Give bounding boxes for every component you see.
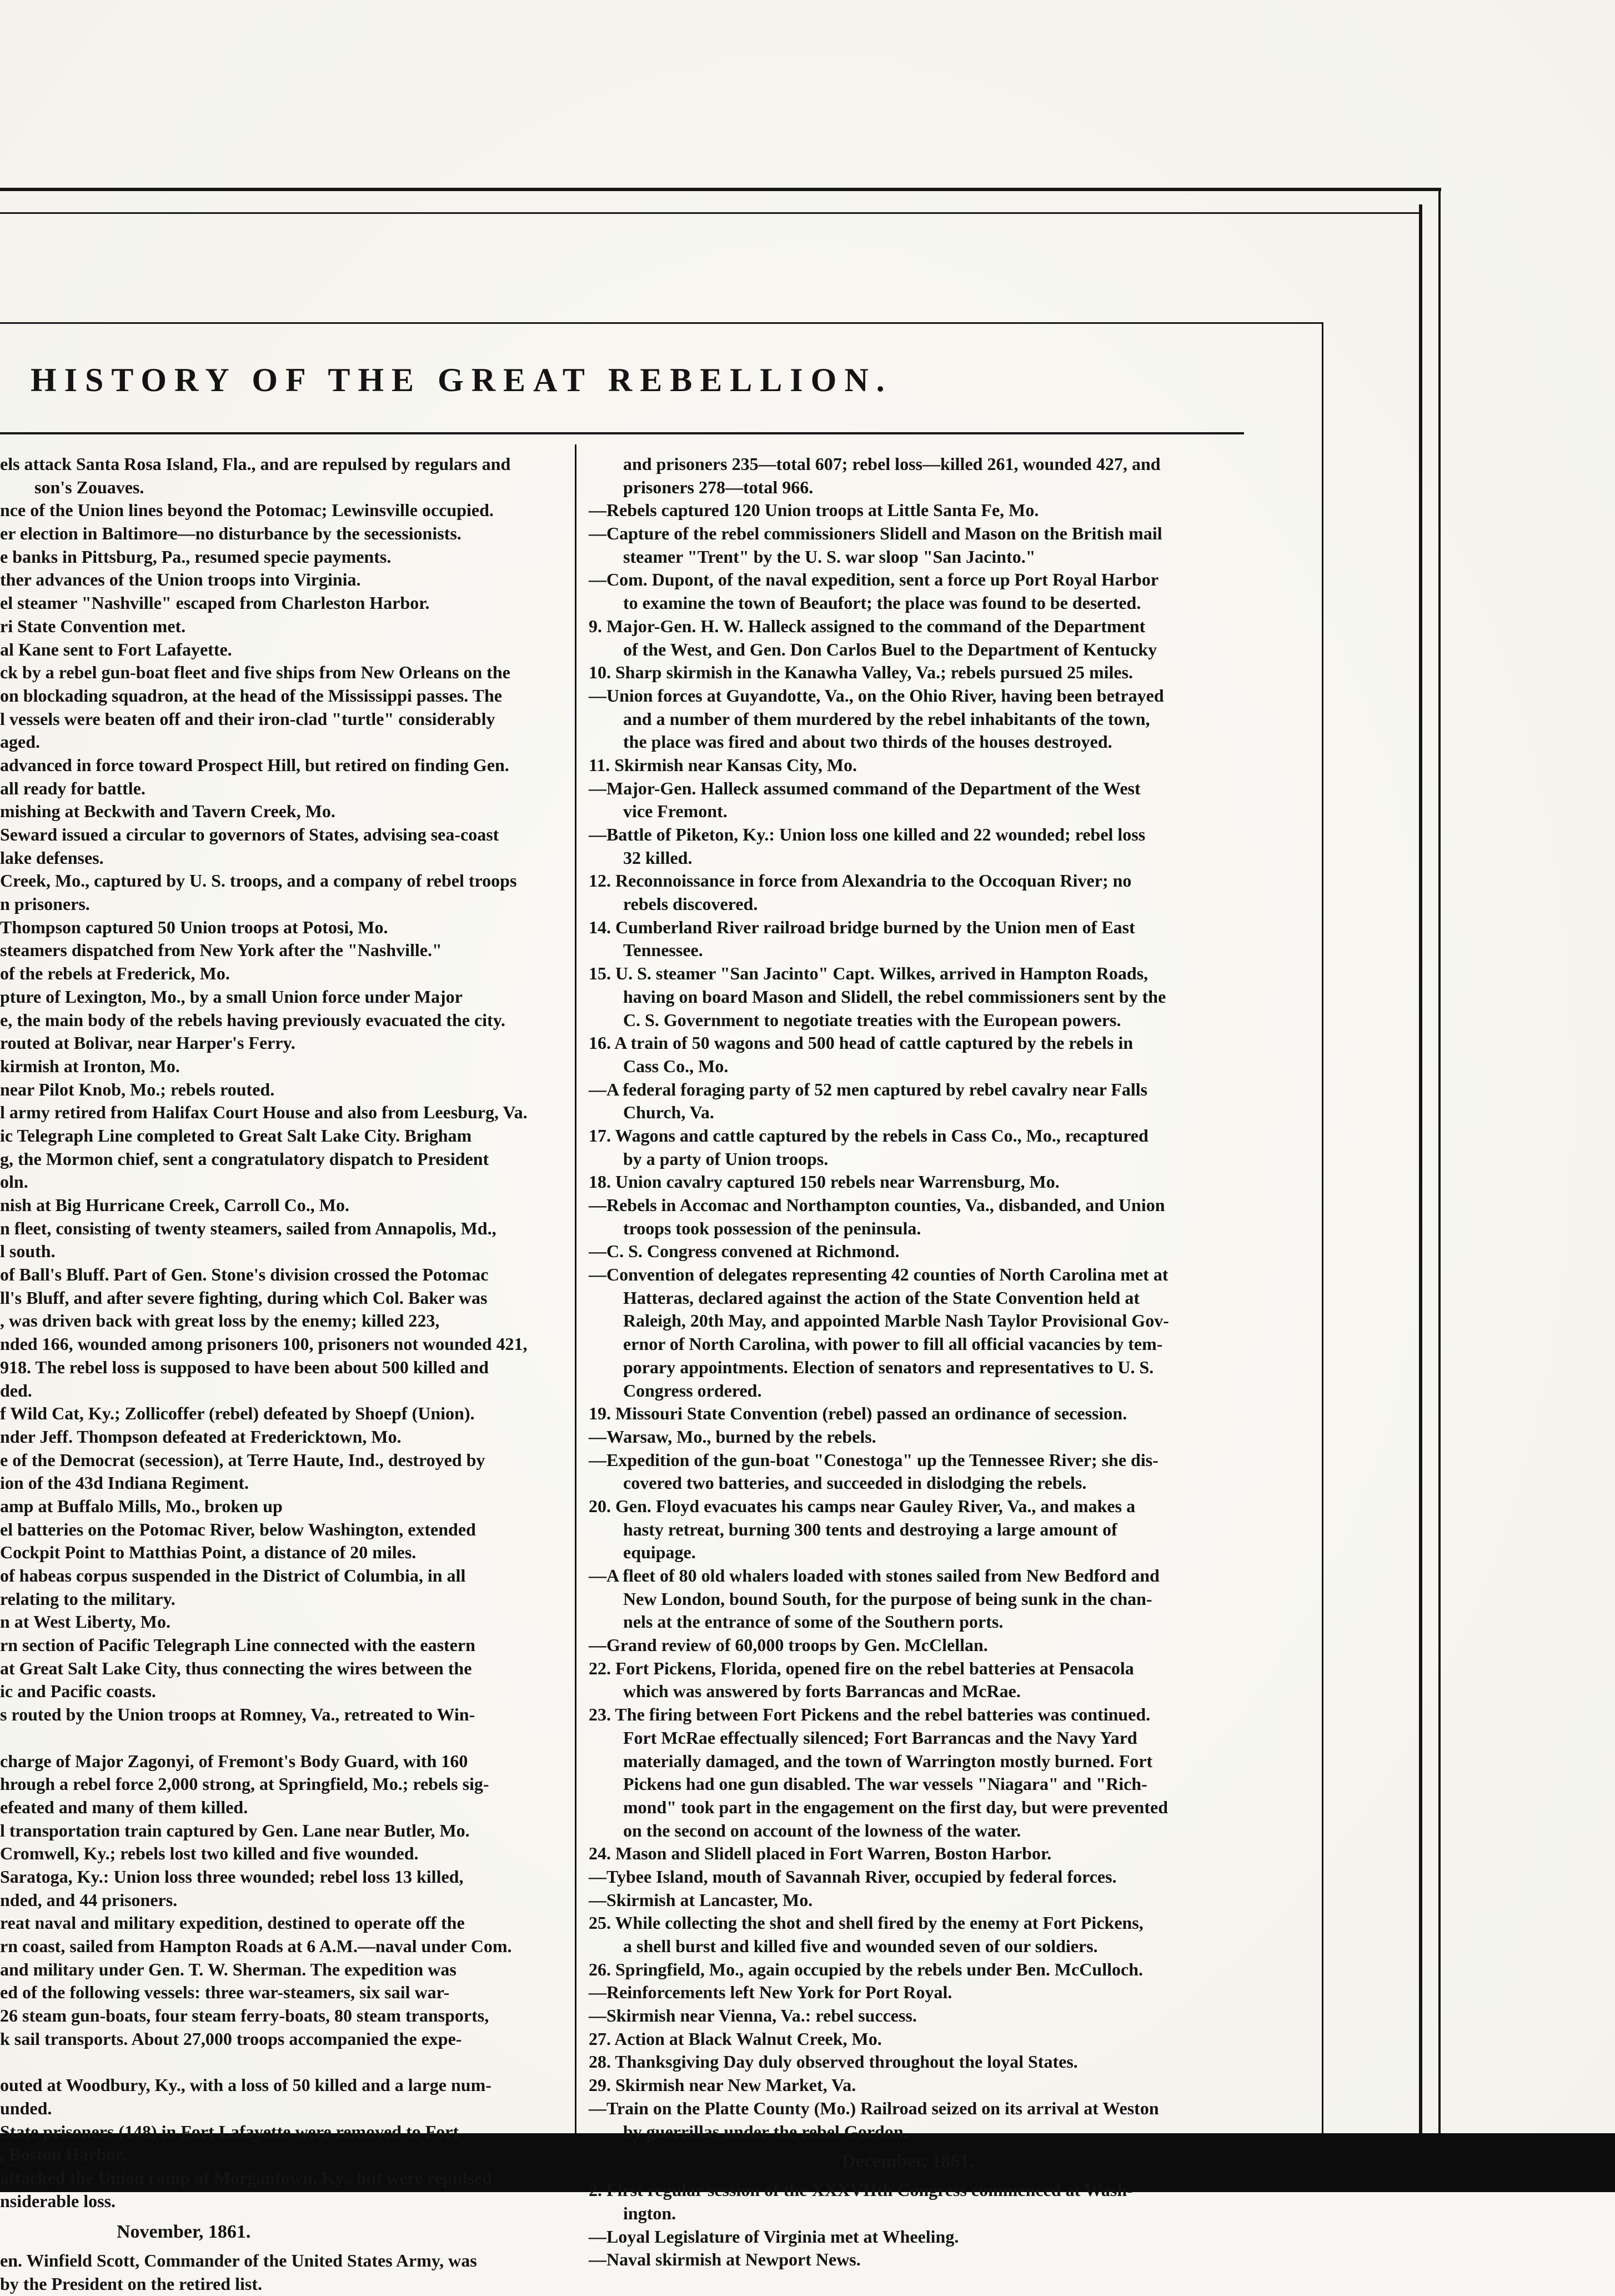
- inner-top-rule: [0, 212, 1419, 214]
- month-heading: November, 1861.: [117, 2222, 251, 2243]
- chronology-line: e, the main body of the rebels having previously evacuated the city.: [0, 1009, 505, 1030]
- chronology-line: ed of the following vessels: three war-steamers, six sail war-: [0, 1982, 450, 2003]
- chronology-line: l army retired from Halifax Court House and also from Leesburg, Va.: [0, 1102, 528, 1123]
- chronology-line: nish at Big Hurricane Creek, Carroll Co., Mo.: [0, 1195, 349, 1215]
- chronology-line: er election in Baltimore—no disturbance by the secessionists.: [0, 523, 462, 544]
- chronology-line: n at West Liberty, Mo.: [0, 1612, 170, 1632]
- chronology-line: and a number of them murdered by the rebel inhabitants of the town,: [623, 708, 1150, 729]
- chronology-line: Seward issued a circular to governors of States, advising sea-coast: [0, 824, 499, 844]
- chronology-line: Thompson captured 50 Union troops at Potosi, Mo.: [0, 917, 388, 937]
- chronology-line: —Com. Dupont, of the naval expedition, sent a force up Port Royal Harbor: [589, 569, 1159, 590]
- chronology-line: on blockading squadron, at the head of the Mississippi passes. The: [0, 685, 502, 706]
- chronology-line: 16. A train of 50 wagons and 500 head of cattle captured by the rebels in: [589, 1033, 1133, 1053]
- chronology-line: 23. The firing between Fort Pickens and the rebel batteries was continued.: [589, 1704, 1151, 1725]
- chronology-line: attacked the Union camp at Morgantown, Ky., but were repulsed: [0, 2167, 492, 2188]
- chronology-line: kirmish at Ironton, Mo.: [0, 1056, 180, 1076]
- chronology-line: vice Fremont.: [623, 801, 728, 822]
- chronology-line: C. S. Government to negotiate treaties with the European powers.: [623, 1009, 1121, 1030]
- chronology-line: els attack Santa Rosa Island, Fla., and are repulsed by regulars and: [0, 454, 511, 474]
- chronology-line: prisoners 278—total 966.: [623, 477, 814, 497]
- chronology-line: ion of the 43d Indiana Regiment.: [0, 1473, 249, 1493]
- chronology-line: ri State Convention met.: [0, 616, 186, 636]
- chronology-line: 26 steam gun-boats, four steam ferry-boats, 80 steam transports,: [0, 2005, 489, 2026]
- chronology-line: rn coast, sailed from Hampton Roads at 6 A.M.—naval under Com.: [0, 1936, 512, 1956]
- chronology-line: Cass Co., Mo.: [623, 1056, 729, 1076]
- chronology-line: ll's Bluff, and after severe fighting, during which Col. Baker was: [0, 1287, 488, 1308]
- chronology-line: State prisoners (148) in Fort Lafayette were removed to Fort: [0, 2121, 459, 2142]
- chronology-line: equipage.: [623, 1542, 696, 1563]
- chronology-line: —Loyal Legislature of Virginia met at Wheeling.: [589, 2226, 959, 2247]
- chronology-line: [0, 2050, 561, 2074]
- chronology-line: nsiderable loss.: [0, 2190, 116, 2211]
- chronology-line: advanced in force toward Prospect Hill, but retired on finding Gen.: [0, 754, 509, 775]
- column-divider-rule: [575, 444, 576, 2136]
- chronology-line: outed at Woodbury, Ky., with a loss of 50 killed and a large num-: [0, 2075, 491, 2095]
- chronology-line: of the rebels at Frederick, Mo.: [0, 963, 230, 984]
- chronology-line: son's Zouaves.: [34, 477, 144, 497]
- chronology-line: nels at the entrance of some of the Southern ports.: [623, 1612, 1004, 1632]
- chronology-line: a shell burst and killed five and wounded seven of our soldiers.: [623, 1936, 1098, 1956]
- chronology-line: hasty retreat, burning 300 tents and destroying a large amount of: [623, 1519, 1117, 1539]
- chronology-line: steamers dispatched from New York after the "Nashville.": [0, 940, 442, 961]
- chronology-line: on the second on account of the lowness of the water.: [623, 1820, 1021, 1840]
- chronology-line: Hatteras, declared against the action of the State Convention held at: [623, 1287, 1140, 1308]
- chronology-line: 24. Mason and Slidell placed in Fort Warren, Boston Harbor.: [589, 1843, 1052, 1864]
- left-column: [0, 453, 561, 2296]
- chronology-line: 18. Union cavalry captured 150 rebels near Warrensburg, Mo.: [589, 1172, 1060, 1192]
- chronology-line: Congress ordered.: [623, 1380, 762, 1400]
- chronology-line: —Grand review of 60,000 troops by Gen. McClellan.: [589, 1635, 988, 1655]
- month-heading: December, 1861.: [842, 2151, 974, 2172]
- chronology-line: of the West, and Gen. Don Carlos Buel to the Department of Kentucky: [623, 639, 1157, 659]
- chronology-line: ic Telegraph Line completed to Great Salt Lake City. Brigham: [0, 1125, 472, 1146]
- chronology-line: l south.: [0, 1241, 56, 1262]
- chronology-line: unded.: [0, 2098, 52, 2118]
- chronology-line: , Boston Harbor.: [0, 2144, 126, 2165]
- right-column: [589, 453, 1227, 2272]
- chronology-line: 17. Wagons and cattle captured by the rebels in Cass Co., Mo., recaptured: [589, 1125, 1148, 1146]
- chronology-line: which was answered by forts Barrancas and McRae.: [623, 1681, 1021, 1702]
- chronology-line: n prisoners.: [0, 894, 90, 914]
- chronology-line: Fort McRae effectually silenced; Fort Barrancas and the Navy Yard: [623, 1727, 1137, 1748]
- chronology-line: porary appointments. Election of senators and representatives to U. S.: [623, 1357, 1154, 1377]
- chronology-line: e of the Democrat (secession), at Terre Haute, Ind., destroyed by: [0, 1449, 485, 1470]
- chronology-line: and military under Gen. T. W. Sherman. The expedition was: [0, 1959, 457, 1979]
- chronology-line: l transportation train captured by Gen. Lane near Butler, Mo.: [0, 1820, 470, 1840]
- chronology-line: at Great Salt Lake City, thus connecting the wires between the: [0, 1658, 472, 1678]
- chronology-line: —Major-Gen. Halleck assumed command of the Department of the West: [589, 778, 1141, 798]
- chronology-line: ther advances of the Union troops into Virginia.: [0, 569, 361, 590]
- chronology-line: of Ball's Bluff. Part of Gen. Stone's division crossed the Potomac: [0, 1264, 489, 1285]
- chronology-line: l vessels were beaten off and their iron-clad "turtle" considerably: [0, 708, 495, 729]
- chronology-line: Saratoga, Ky.: Union loss three wounded; rebel loss 13 killed,: [0, 1866, 464, 1887]
- chronology-line: —Train on the Platte County (Mo.) Railroad seized on its arrival at Weston: [589, 2098, 1159, 2118]
- chronology-line: —C. S. Congress convened at Richmond.: [589, 1241, 900, 1262]
- chronology-line: the place was fired and about two thirds of the houses destroyed.: [623, 732, 1112, 752]
- chronology-line: ic and Pacific coasts.: [0, 1681, 156, 1702]
- chronology-line: amp at Buffalo Mills, Mo., broken up: [0, 1495, 283, 1516]
- chronology-line: Church, Va.: [623, 1102, 714, 1123]
- chronology-line: —Expedition of the gun-boat "Conestoga" up the Tennessee River; she dis-: [589, 1449, 1158, 1470]
- chronology-line: by guerrillas under the rebel Gordon.: [623, 2121, 908, 2142]
- chronology-line: 25. While collecting the shot and shell fired by the enemy at Fort Pickens,: [589, 1913, 1143, 1933]
- chronology-line: Pickens had one gun disabled. The war vessels "Niagara" and "Rich-: [623, 1774, 1147, 1794]
- column-box-right-rule: [1322, 322, 1323, 2139]
- chronology-line: al Kane sent to Fort Lafayette.: [0, 639, 232, 659]
- column-box-top-rule: [0, 322, 1323, 324]
- chronology-line: —Convention of delegates representing 42 counties of North Carolina met at: [589, 1264, 1168, 1285]
- chronology-line: having on board Mason and Slidell, the rebel commissioners sent by the: [623, 986, 1166, 1007]
- chronology-line: —Battle of Piketon, Ky.: Union loss one killed and 22 wounded; rebel loss: [589, 824, 1146, 844]
- chronology-line: , was driven back with great loss by the enemy; killed 223,: [0, 1310, 440, 1331]
- chronology-line: Cockpit Point to Matthias Point, a distance of 20 miles.: [0, 1542, 417, 1563]
- chronology-line: aged.: [0, 732, 40, 752]
- chronology-line: —Tybee Island, mouth of Savannah River, occupied by federal forces.: [589, 1866, 1117, 1887]
- chronology-line: hrough a rebel force 2,000 strong, at Springfield, Mo.; rebels sig-: [0, 1774, 489, 1794]
- chronology-line: e banks in Pittsburg, Pa., resumed specie payments.: [0, 546, 392, 567]
- chronology-line: nce of the Union lines beyond the Potomac; Lewinsville occupied.: [0, 500, 494, 521]
- chronology-line: n fleet, consisting of twenty steamers, sailed from Annapolis, Md.,: [0, 1218, 496, 1238]
- chronology-line: lake defenses.: [0, 847, 104, 868]
- title-underline-rule: [0, 432, 1244, 434]
- page-title: HISTORY OF THE GREAT REBELLION.: [31, 362, 892, 398]
- chronology-line: New London, bound South, for the purpose of being sunk in the chan-: [623, 1588, 1152, 1609]
- chronology-line: of habeas corpus suspended in the District of Columbia, in all: [0, 1565, 466, 1585]
- chronology-line: 28. Thanksgiving Day duly observed throughout the loyal States.: [589, 2052, 1078, 2072]
- chronology-line: f Wild Cat, Ky.; Zollicoffer (rebel) defeated by Shoepf (Union).: [0, 1403, 475, 1424]
- chronology-line: charge of Major Zagonyi, of Fremont's Body Guard, with 160: [0, 1750, 468, 1771]
- chronology-line: 12. Reconnoissance in force from Alexandria to the Occoquan River; no: [589, 871, 1132, 891]
- chronology-line: 9. Major-Gen. H. W. Halleck assigned to the command of the Department: [589, 616, 1146, 636]
- chronology-line: all ready for battle.: [0, 778, 146, 798]
- chronology-line: mond" took part in the engagement on the first day, but were prevented: [623, 1797, 1168, 1817]
- chronology-line: Tennessee.: [623, 940, 703, 961]
- chronology-line: —Skirmish at Lancaster, Mo.: [589, 1889, 813, 1910]
- chronology-line: 19. Missouri State Convention (rebel) passed an ordinance of secession.: [589, 1403, 1127, 1424]
- outer-right-rule: [1438, 188, 1441, 2138]
- chronology-line: covered two batteries, and succeeded in dislodging the rebels.: [623, 1473, 1087, 1493]
- chronology-line: —Union forces at Guyandotte, Va., on the Ohio River, having been betrayed: [589, 685, 1164, 706]
- chronology-line: routed at Bolivar, near Harper's Ferry.: [0, 1033, 295, 1053]
- chronology-line: —Skirmish near Vienna, Va.: rebel success.: [589, 2005, 917, 2026]
- chronology-line: ington.: [623, 2203, 676, 2223]
- right-border-rule: [1419, 204, 1422, 2138]
- chronology-line: s routed by the Union troops at Romney, Va., retreated to Win-: [0, 1704, 475, 1725]
- chronology-line: g, the Mormon chief, sent a congratulatory dispatch to President: [0, 1148, 489, 1169]
- chronology-line: Creek, Mo., captured by U. S. troops, and a company of rebel troops: [0, 871, 517, 891]
- chronology-line: and prisoners 235—total 607; rebel loss—killed 261, wounded 427, and: [623, 454, 1161, 474]
- chronology-line: el steamer "Nashville" escaped from Charleston Harbor.: [0, 593, 430, 613]
- chronology-line: Raleigh, 20th May, and appointed Marble Nash Taylor Provisional Gov-: [623, 1310, 1169, 1331]
- chronology-line: reat naval and military expedition, destined to operate off the: [0, 1913, 465, 1933]
- chronology-line: pture of Lexington, Mo., by a small Union force under Major: [0, 986, 463, 1007]
- top-border-rule: [0, 188, 1441, 191]
- chronology-line: 27. Action at Black Walnut Creek, Mo.: [589, 2028, 882, 2049]
- chronology-line: efeated and many of them killed.: [0, 1797, 248, 1817]
- chronology-line: 26. Springfield, Mo., again occupied by the rebels under Ben. McCulloch.: [589, 1959, 1143, 1979]
- chronology-line: 2. First regular session of the XXXVIIth Congress commenced at Wash-: [589, 2180, 1133, 2200]
- chronology-line: —Warsaw, Mo., burned by the rebels.: [589, 1426, 876, 1447]
- chronology-line: el batteries on the Potomac River, below Washington, extended: [0, 1519, 476, 1539]
- chronology-line: 14. Cumberland River railroad bridge burned by the Union men of East: [589, 917, 1135, 937]
- chronology-line: steamer "Trent" by the U. S. war sloop "San Jacinto.": [623, 546, 1036, 567]
- chronology-line: 10. Sharp skirmish in the Kanawha Valley, Va.; rebels pursued 25 miles.: [589, 662, 1133, 683]
- chronology-line: —Rebels captured 120 Union troops at Little Santa Fe, Mo.: [589, 500, 1039, 521]
- chronology-line: 29. Skirmish near New Market, Va.: [589, 2075, 856, 2095]
- chronology-line: by the President on the retired list.: [0, 2273, 262, 2294]
- chronology-line: 11. Skirmish near Kansas City, Mo.: [589, 754, 857, 775]
- chronology-line: rebels discovered.: [623, 894, 758, 914]
- chronology-line: ernor of North Carolina, with power to fill all official vacancies by tem-: [623, 1334, 1163, 1354]
- chronology-line: —Capture of the rebel commissioners Slidell and Mason on the British mail: [589, 523, 1162, 544]
- chronology-line: en. Winfield Scott, Commander of the United States Army, was: [0, 2250, 477, 2271]
- chronology-line: nder Jeff. Thompson defeated at Fredericktown, Mo.: [0, 1426, 402, 1447]
- chronology-line: mishing at Beckwith and Tavern Creek, Mo.: [0, 801, 335, 822]
- chronology-line: 918. The rebel loss is supposed to have been about 500 killed and: [0, 1357, 489, 1377]
- chronology-line: 32 killed.: [623, 847, 693, 868]
- chronology-line: 20. Gen. Floyd evacuates his camps near Gauley River, Va., and makes a: [589, 1495, 1136, 1516]
- chronology-line: by a party of Union troops.: [623, 1148, 829, 1169]
- chronology-line: k sail transports. About 27,000 troops accompanied the expe-: [0, 2028, 462, 2049]
- chronology-line: troops took possession of the peninsula.: [623, 1218, 921, 1238]
- chronology-line: 22. Fort Pickens, Florida, opened fire on the rebel batteries at Pensacola: [589, 1658, 1134, 1678]
- chronology-line: rn section of Pacific Telegraph Line connected with the eastern: [0, 1635, 475, 1655]
- chronology-line: —Reinforcements left New York for Port Royal.: [589, 1982, 952, 2003]
- chronology-line: ded.: [0, 1380, 32, 1400]
- chronology-line: —A federal foraging party of 52 men captured by rebel cavalry near Falls: [589, 1079, 1148, 1099]
- chronology-line: —A fleet of 80 old whalers loaded with stones sailed from New Bedford and: [589, 1565, 1160, 1585]
- chronology-line: to examine the town of Beaufort; the place was found to be deserted.: [623, 593, 1141, 613]
- chronology-line: nded, and 44 prisoners.: [0, 1889, 178, 1910]
- chronology-line: [0, 1727, 561, 1750]
- chronology-line: nded 166, wounded among prisoners 100, prisoners not wounded 421,: [0, 1334, 528, 1354]
- chronology-line: 15. U. S. steamer "San Jacinto" Capt. Wilkes, arrived in Hampton Roads,: [589, 963, 1148, 984]
- chronology-line: Cromwell, Ky.; rebels lost two killed and five wounded.: [0, 1843, 419, 1864]
- chronology-line: relating to the military.: [0, 1588, 175, 1609]
- chronology-line: materially damaged, and the town of Warrington mostly burned. Fort: [623, 1750, 1153, 1771]
- chronology-line: near Pilot Knob, Mo.; rebels routed.: [0, 1079, 275, 1099]
- chronology-line: ck by a rebel gun-boat fleet and five ships from New Orleans on the: [0, 662, 510, 683]
- chronology-line: oln.: [0, 1172, 28, 1192]
- chronology-line: —Rebels in Accomac and Northampton counties, Va., disbanded, and Union: [589, 1195, 1165, 1215]
- chronology-line: —Naval skirmish at Newport News.: [589, 2249, 861, 2270]
